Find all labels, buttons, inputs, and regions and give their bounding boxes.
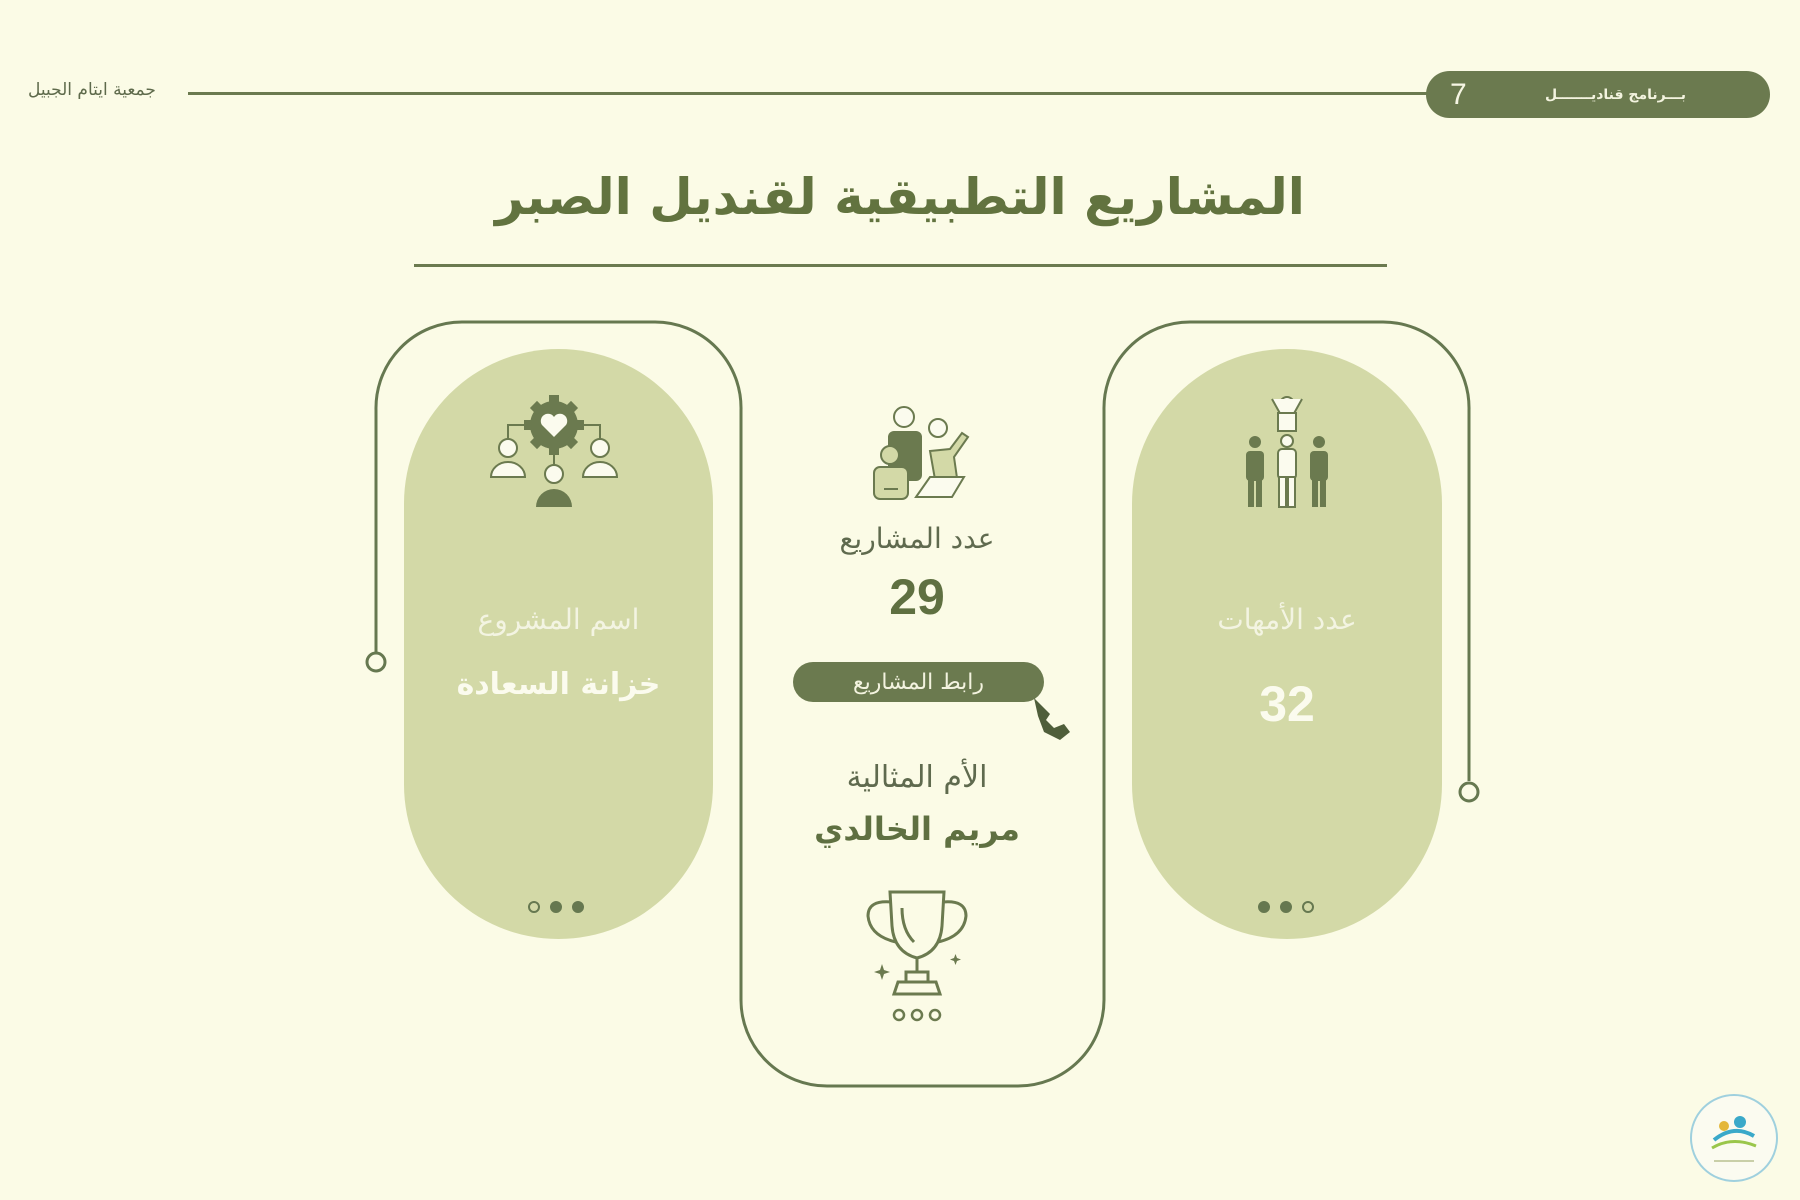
logo-mark-icon — [1692, 1096, 1776, 1180]
left-connector-node — [367, 653, 385, 671]
pagination-dots — [1258, 901, 1314, 913]
project-name-label: اسم المشروع — [477, 603, 640, 636]
pagination-dots — [528, 901, 584, 913]
dot — [1302, 901, 1314, 913]
page-title: المشاريع التطبيقية لقنديل الصبر — [495, 168, 1305, 226]
dot — [528, 901, 540, 913]
mothers-count-card — [1132, 349, 1442, 939]
projects-count-value: 29 — [889, 569, 945, 625]
group-winner-icon — [1242, 395, 1332, 509]
projects-link-button[interactable]: رابط المشاريع — [793, 662, 1044, 702]
teamwork-icon — [872, 405, 976, 503]
organization-name: جمعية ايتام الجبيل — [28, 80, 156, 100]
dot — [550, 901, 562, 913]
dot — [1258, 901, 1270, 913]
mothers-count-label: عدد الأمهات — [1217, 603, 1357, 636]
trophy-icon — [862, 886, 972, 1022]
pointing-hand-icon — [1030, 694, 1072, 744]
dot — [572, 901, 584, 913]
program-name: بـــرنامج قناديـــــــل — [1544, 86, 1686, 103]
project-name-card — [404, 349, 713, 939]
organization-logo — [1690, 1094, 1778, 1182]
heart-gear-network-icon — [488, 395, 620, 511]
mothers-count-value: 32 — [1259, 676, 1315, 732]
ideal-mother-name: مريم الخالدي — [814, 810, 1020, 848]
projects-count-label: عدد المشاريع — [839, 522, 995, 555]
dot — [1280, 901, 1292, 913]
right-connector-node — [1460, 783, 1478, 801]
project-name-value: خزانة السعادة — [456, 667, 661, 702]
page-number: 7 — [1450, 77, 1467, 111]
ideal-mother-label: الأم المثالية — [846, 760, 988, 795]
